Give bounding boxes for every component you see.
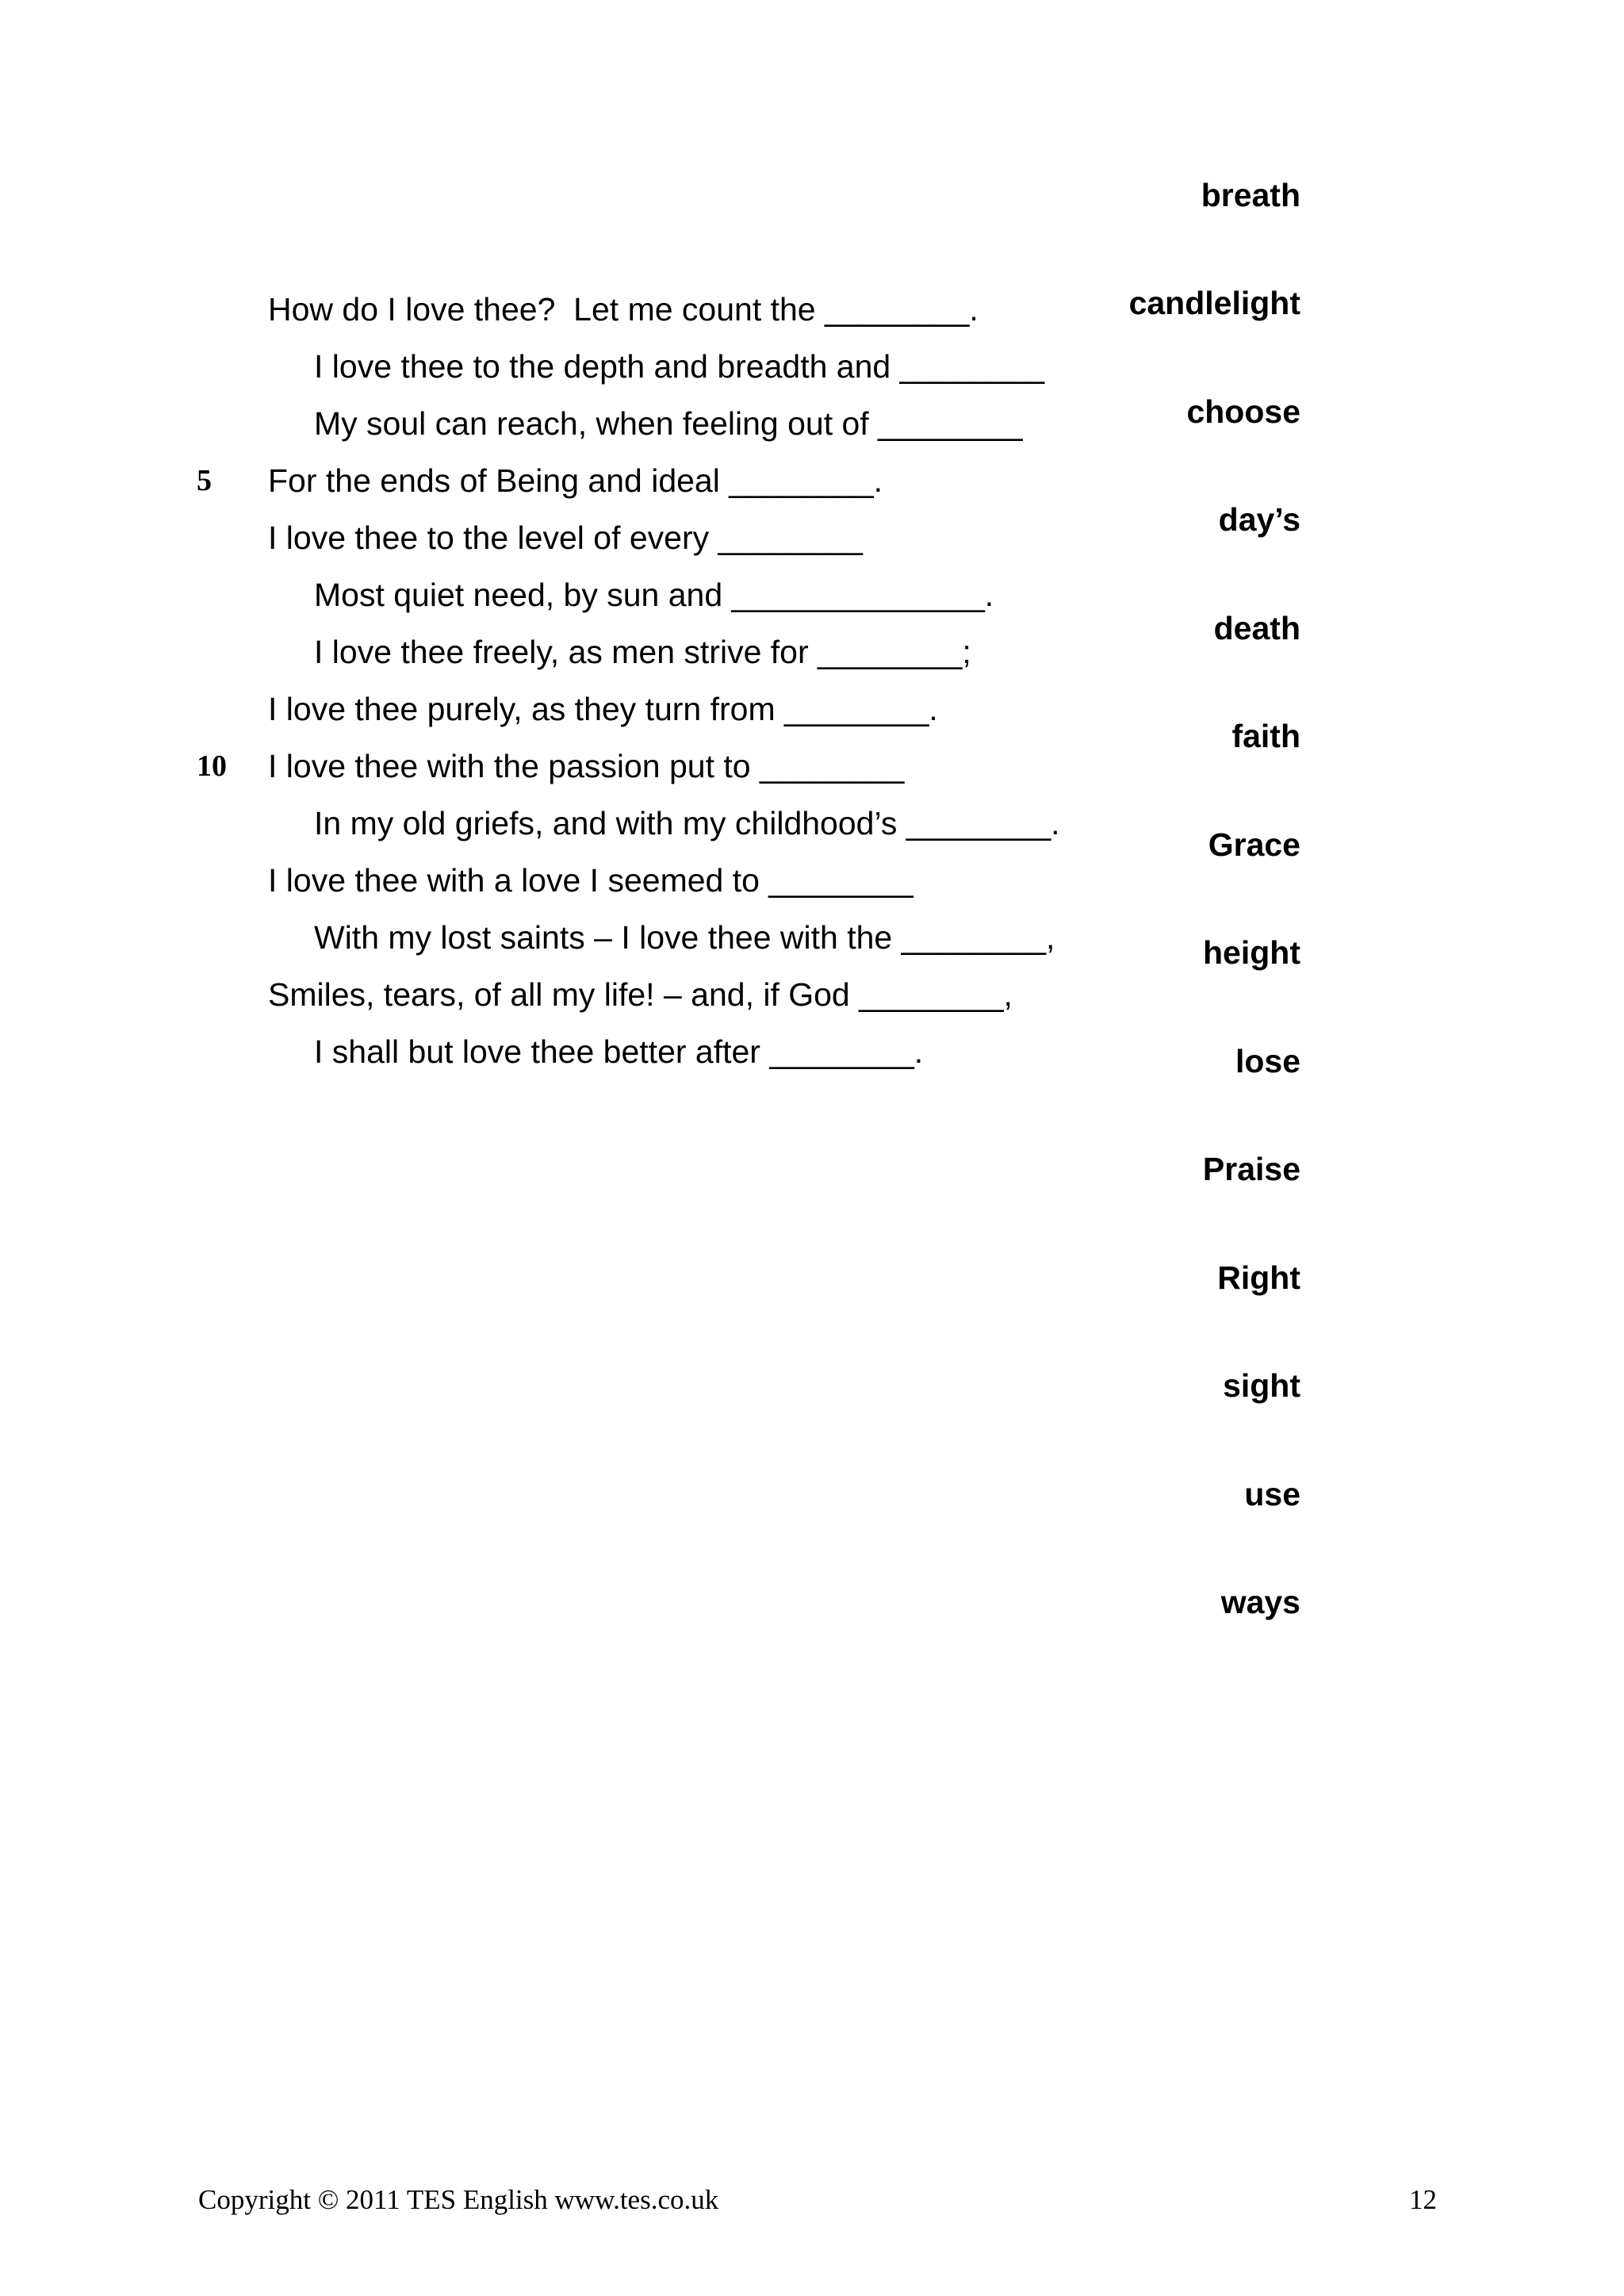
poem-line-5: I love thee to the level of every ________ (268, 519, 863, 556)
word-bank-item-height: height (1203, 934, 1300, 971)
poem-line-3: My soul can reach, when feeling out of ________ (314, 405, 1023, 442)
line-number-10: 10 (197, 749, 227, 783)
word-bank-item-use: use (1244, 1476, 1300, 1512)
line-number-5: 5 (197, 464, 212, 497)
word-bank-item-faith: faith (1231, 718, 1300, 754)
word-bank-item-breath: breath (1201, 177, 1300, 213)
poem-line-14: I shall but love thee better after ________. (314, 1033, 924, 1070)
page-number: 12 (1409, 2184, 1437, 2215)
poem-line-10: In my old griefs, and with my childhood’s ________. (314, 805, 1060, 841)
copyright-footer: Copyright © 2011 TES English www.tes.co.uk (198, 2184, 719, 2215)
word-bank-item-right: Right (1217, 1259, 1300, 1296)
word-bank-item-praise: Praise (1202, 1151, 1300, 1187)
word-bank-item-ways: ways (1220, 1584, 1300, 1620)
word-bank-item-days: day’s (1218, 501, 1300, 538)
poem-line-1: How do I love thee? Let me count the ________. (268, 291, 979, 328)
poem-line-9: I love thee with the passion put to ________ (268, 748, 905, 784)
poem-line-7: I love thee freely, as men strive for ________; (314, 634, 971, 670)
poem-line-8: I love thee purely, as they turn from ________. (268, 691, 938, 727)
poem-line-6: Most quiet need, by sun and ______________. (314, 577, 994, 613)
word-bank-item-death: death (1213, 610, 1300, 646)
poem-line-4: For the ends of Being and ideal ________. (268, 462, 883, 499)
poem-line-11: I love thee with a love I seemed to ________ (268, 862, 914, 899)
word-bank-item-lose: lose (1235, 1043, 1300, 1079)
poem-line-2: I love thee to the depth and breadth and ________ (314, 348, 1044, 385)
word-bank-item-candlelight: candlelight (1128, 285, 1300, 321)
word-bank-item-sight: sight (1223, 1367, 1300, 1404)
word-bank-item-choose: choose (1186, 393, 1300, 430)
poem-line-12: With my lost saints – I love thee with the ________, (314, 919, 1055, 956)
poem-line-13: Smiles, tears, of all my life! – and, if God ________, (268, 976, 1013, 1013)
word-bank-item-grace: Grace (1208, 826, 1300, 863)
